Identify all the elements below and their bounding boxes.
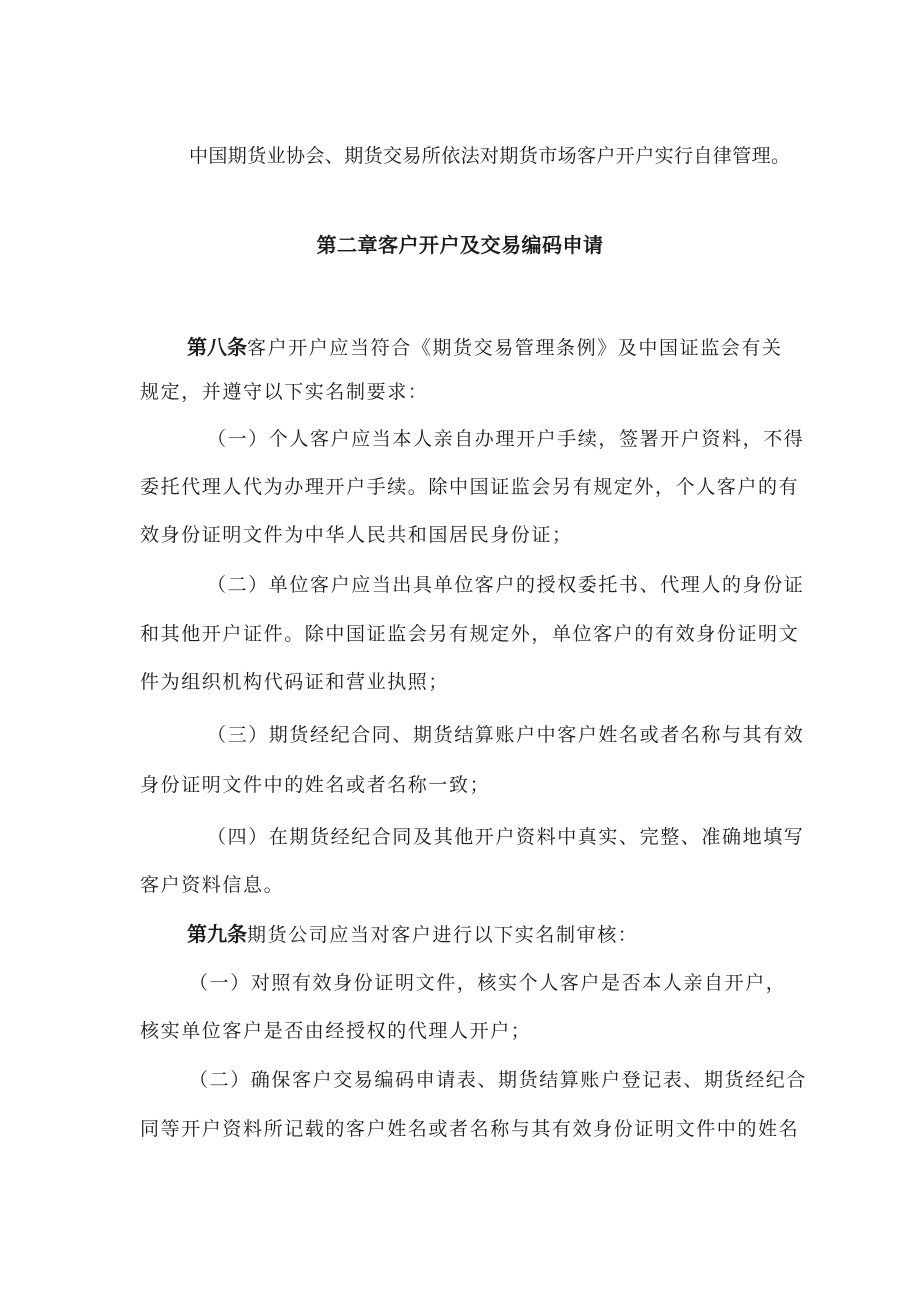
article9-item1-line2: 核实单位客户是否由经授权的代理人开户； — [140, 1020, 532, 1042]
article8-item2-line2: 和其他开户证件。除中国证监会另有规定外，单位客户的有效身份证明文 — [140, 623, 800, 645]
article8-item3-line1: （三）期货经纪合同、期货结算账户中客户姓名或者名称与其有效 — [207, 724, 805, 746]
article9-label: 第九条 — [187, 922, 247, 946]
article8-item1-line1: （一）个人客户应当本人亲自办理开户手续，签署开户资料，不得 — [207, 428, 805, 450]
article8-item2-line1: （二）单位客户应当出具单位客户的授权委托书、代理人的身份证 — [207, 574, 805, 596]
article8-item2-line3: 件为组织机构代码证和营业执照； — [140, 671, 450, 693]
article9-line1-text: 期货公司应当对客户进行以下实名制审核： — [247, 924, 639, 946]
article8-item4-line2: 客户资料信息。 — [140, 874, 285, 896]
article9-item2-line2: 同等开户资料所记载的客户姓名或者名称与其有效身份证明文件中的姓名 — [140, 1118, 800, 1140]
article8-item1-line3: 效身份证明文件为中华人民共和国居民身份证； — [140, 524, 573, 546]
intro-line: 中国期货业协会、期货交易所依法对期货市场客户开户实行自律管理。 — [189, 145, 791, 167]
article8-item4-line1: （四）在期货经纪合同及其他开户资料中真实、完整、准确地填写 — [207, 826, 805, 848]
article9-item2-line1: （二）确保客户交易编码申请表、期货结算账户登记表、期货经纪合 — [189, 1069, 808, 1091]
chapter-title: 第二章客户开户及交易编码申请 — [316, 233, 604, 257]
article8-label: 第八条 — [187, 335, 247, 359]
article8-line1-text: 客户开户应当符合《期货交易管理条例》及中国证监会有关 — [247, 337, 783, 359]
article8-line2: 规定，并遵守以下实名制要求： — [140, 381, 429, 403]
article9-first-line — [187, 922, 638, 947]
article8-item1-line2: 委托代理人代为办理开户手续。除中国证监会另有规定外，个人客户的有 — [140, 476, 800, 498]
article8-first-line — [187, 335, 783, 360]
article9-item1-line1: （一）对照有效身份证明文件，核实个人客户是否本人亲自开户， — [189, 972, 787, 994]
article8-item3-line2: 身份证明文件中的姓名或者名称一致； — [140, 774, 491, 796]
